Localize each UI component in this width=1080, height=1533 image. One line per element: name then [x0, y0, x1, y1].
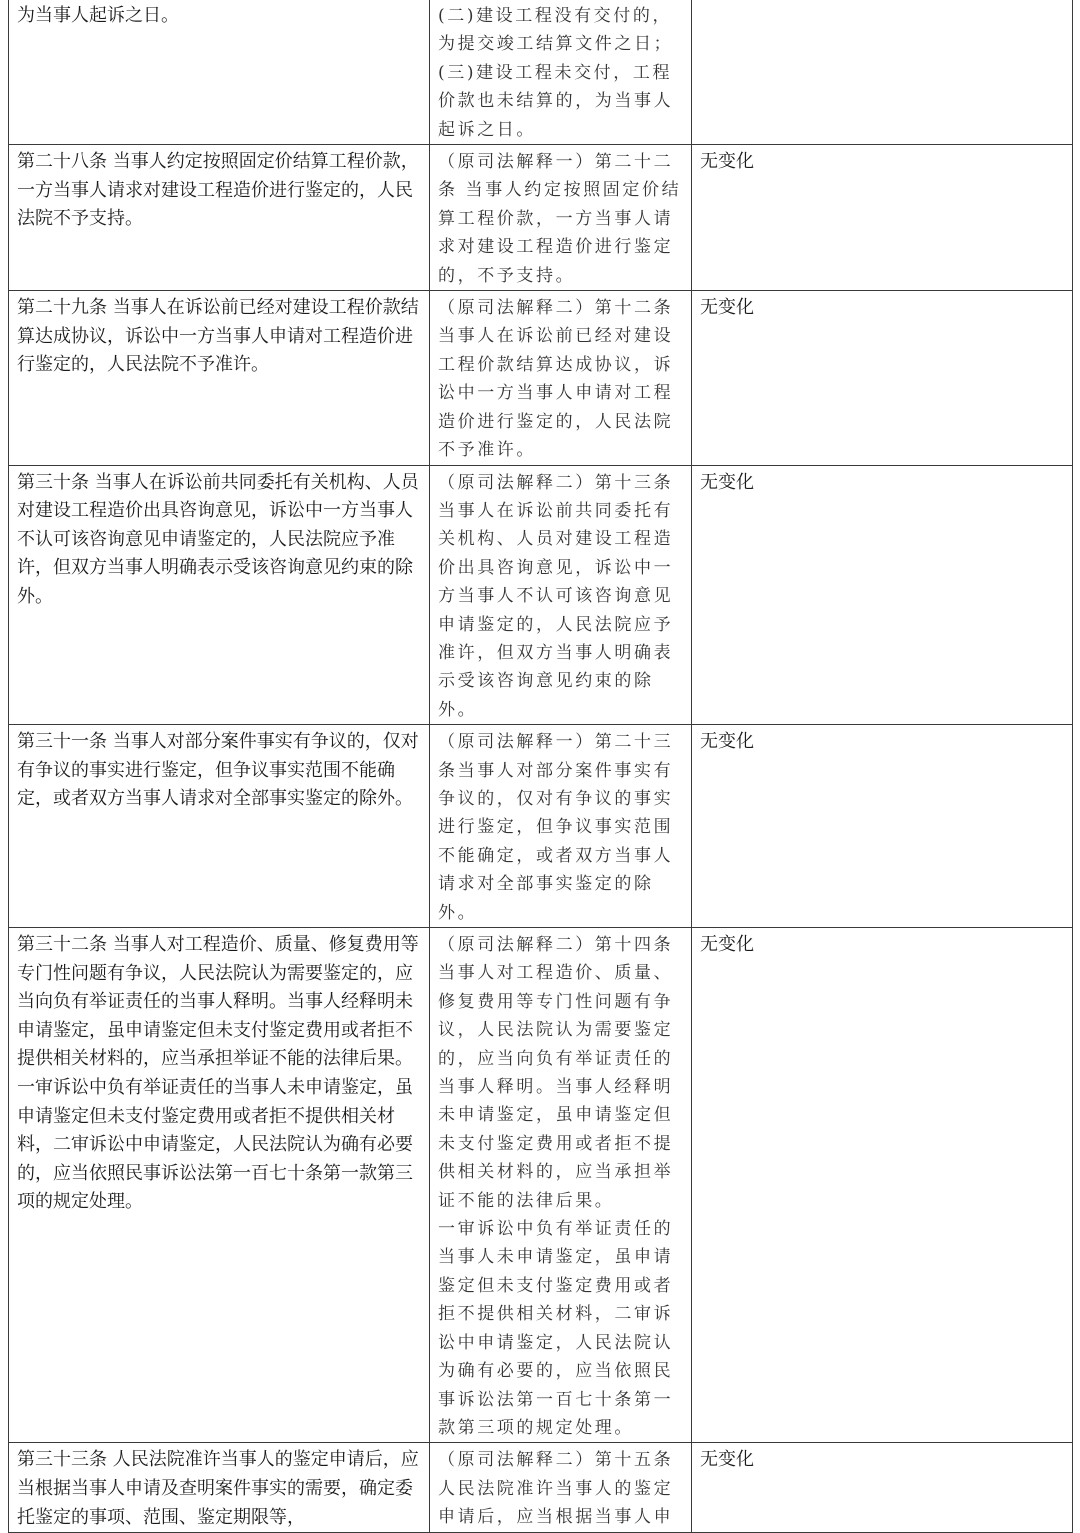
- change-note-cell: [692, 291, 1073, 465]
- change-note: 无变化: [700, 731, 754, 753]
- provision-text: 第三十二条 当事人对工程造价、质量、修复费用等专门性问题有争议，人民法院认为需要鉴定的，应当向负有举证责任的当事人释明。当事人经释明未申请鉴定，虽申请鉴定但未支付鉴定费用或者拒不提供相关材料的，应当承担举证不能的法律后果。: [17, 934, 419, 1070]
- provision-text: (二)建设工程没有交付的，为提交竣工结算文件之日；: [438, 6, 674, 55]
- table-row: [9, 725, 1073, 928]
- new-provision-cell: [9, 928, 430, 1443]
- change-note: 无变化: [700, 151, 754, 173]
- original-provision-cell: [430, 1443, 692, 1533]
- change-note-cell: [692, 465, 1073, 725]
- provision-text: （原司法解释二）第十二条 当事人在诉讼前已经对建设工程价款结算达成协议，诉讼中一方当事人申请对工程造价进行鉴定的，人民法院不予准许。: [438, 298, 674, 461]
- change-note-cell: [692, 0, 1073, 145]
- table-row: [9, 291, 1073, 465]
- change-note: 无变化: [700, 1449, 754, 1471]
- table-row: [9, 928, 1073, 1443]
- provision-text: 为当事人起诉之日。: [17, 5, 179, 26]
- comparison-table: [8, 0, 1073, 1533]
- provision-text: 第二十八条 当事人约定按照固定价结算工程价款，一方当事人请求对建设工程造价进行鉴定的，人民法院不予支持。: [17, 151, 419, 230]
- change-note-cell: [692, 725, 1073, 928]
- original-provision-cell: [430, 928, 692, 1443]
- new-provision-cell: [9, 145, 430, 291]
- change-note-cell: [692, 928, 1073, 1443]
- change-note: 无变化: [700, 471, 754, 493]
- provision-text: 一审诉讼中负有举证责任的当事人未申请鉴定，虽申请鉴定但未支付鉴定费用或者拒不提供相关材料，二审诉讼中申请鉴定，人民法院认为确有必要的，应当依照民事诉讼法第一百七十条第一款第三项的规定处理。: [438, 1219, 674, 1438]
- new-provision-cell: [9, 0, 430, 145]
- provision-text: (三)建设工程未交付，工程价款也未结算的，为当事人起诉之日。: [438, 62, 674, 140]
- change-note: 无变化: [700, 934, 754, 955]
- new-provision-cell: [9, 725, 430, 928]
- table-row: [9, 0, 1073, 145]
- new-provision-cell: [9, 291, 430, 465]
- table-row: [9, 145, 1073, 291]
- change-note: 无变化: [700, 297, 754, 319]
- provision-text: 第三十条 当事人在诉讼前共同委托有关机构、人员对建设工程造价出具咨询意见，诉讼中一方当事人不认可该咨询意见申请鉴定的，人民法院应予准许，但双方当事人明确表示受该咨询意见约束的除外。: [17, 471, 419, 607]
- provision-text: 第三十一条 当事人对部分案件事实有争议的，仅对有争议的事实进行鉴定，但争议事实范围不能确定，或者双方当事人请求对全部事实鉴定的除外。: [17, 731, 419, 810]
- original-provision-cell: [430, 291, 692, 465]
- provision-text: （原司法解释一）第二十三条当事人对部分案件事实有争议的，仅对有争议的事实进行鉴定，但争议事实范围不能确定，或者双方当事人请求对全部事实鉴定的除外。: [438, 732, 674, 923]
- provision-text: （原司法解释二）第十三条 当事人在诉讼前共同委托有关机构、人员对建设工程造价出具咨询意见，诉讼中一方当事人不认可该咨询意见申请鉴定的，人民法院应予准许，但双方当事人明确表示受该咨询意见约束的除外。: [438, 472, 674, 720]
- change-note-cell: [692, 1443, 1073, 1533]
- provision-text: （原司法解释一）第二十二条 当事人约定按照固定价结算工程价款，一方当事人请求对建设工程造价进行鉴定的，不予支持。: [438, 152, 682, 286]
- new-provision-cell: [9, 465, 430, 725]
- provision-text: 第三十三条 人民法院准许当事人的鉴定申请后，应当根据当事人申请及查明案件事实的需要，确定委托鉴定的事项、范围、鉴定期限等，: [17, 1449, 419, 1528]
- original-provision-cell: [430, 465, 692, 725]
- table-row: [9, 465, 1073, 725]
- provision-text: （原司法解释二）第十四条当事人对工程造价、质量、修复费用等专门性问题有争议，人民法院认为需要鉴定的，应当向负有举证责任的当事人释明。当事人经释明未申请鉴定，虽申请鉴定但未支付鉴定费用或者拒不提供相关材料的，应当承担举证不能的法律后果。: [438, 935, 674, 1211]
- original-provision-cell: [430, 725, 692, 928]
- original-provision-cell: [430, 0, 692, 145]
- provision-text: （原司法解释二）第十五条人民法院准许当事人的鉴定申请后，应当根据当事人申: [438, 1450, 674, 1528]
- provision-text: 第二十九条 当事人在诉讼前已经对建设工程价款结算达成协议，诉讼中一方当事人申请对工程造价进行鉴定的，人民法院不予准许。: [17, 297, 419, 376]
- table-row: [9, 1443, 1073, 1533]
- new-provision-cell: [9, 1443, 430, 1533]
- change-note-cell: [692, 145, 1073, 291]
- provision-text: 一审诉讼中负有举证责任的当事人未申请鉴定，虽申请鉴定但未支付鉴定费用或者拒不提供相关材料，二审诉讼中申请鉴定，人民法院认为确有必要的，应当依照民事诉讼法第一百七十条第一款第三项的规定处理。: [17, 1076, 413, 1213]
- original-provision-cell: [430, 145, 692, 291]
